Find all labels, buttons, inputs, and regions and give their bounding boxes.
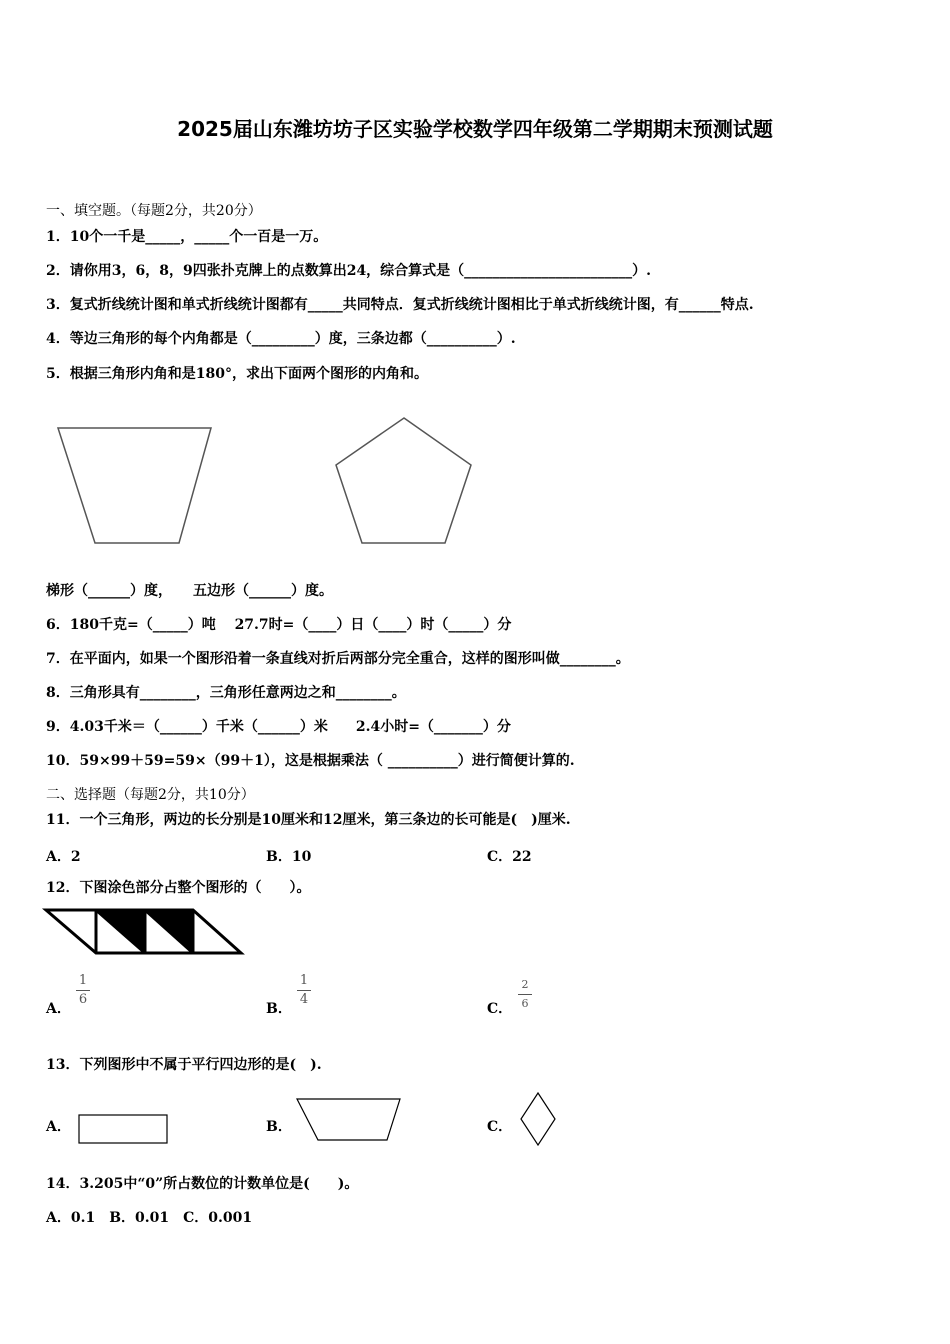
question-10: 10．59×99＋59=59×（99＋1），这是根据乘法（ __________）进行简便计算的. — [46, 753, 575, 769]
q11-option-a: A．2 — [46, 849, 81, 865]
fraction-denominator: 6 — [521, 997, 529, 1010]
q13-option-c: C． — [487, 1119, 513, 1135]
fraction-denominator: 6 — [78, 992, 88, 1007]
question-7: 7．在平面内，如果一个图形沿着一条直线对折后两部分完全重合，这样的图形叫做________。 — [46, 651, 630, 667]
question-5-answer: 梯形（______）度， 五边形（______）度。 — [46, 583, 333, 599]
question-14: 14．3.205中“0”所占数位的计数单位是( )。 — [46, 1176, 359, 1192]
question-4: 4．等边三角形的每个内角都是（_________）度，三条边都（__________）. — [46, 331, 516, 347]
fraction-denominator: 4 — [299, 992, 309, 1007]
q13-option-a: A． — [46, 1119, 71, 1135]
question-13: 13．下列图形中不属于平行四边形的是( ). — [46, 1057, 322, 1073]
question-8: 8．三角形具有________，三角形任意两边之和________。 — [46, 685, 406, 701]
question-11: 11．一个三角形，两边的长分别是10厘米和12厘米，第三条边的长可能是( )厘米. — [46, 812, 571, 828]
question-5: 5．根据三角形内角和是180°，求出下面两个图形的内角和。 — [46, 366, 428, 382]
question-9: 9．4.03千米＝（______）千米（______）米 2.4小时=（_______）分 — [46, 719, 511, 735]
q11-option-c: C．22 — [487, 849, 532, 865]
fraction-numerator: 1 — [297, 972, 311, 991]
question-3: 3．复式折线统计图和单式折线统计图都有_____共同特点．复式折线统计图相比于单式折线统计图，有______特点. — [46, 297, 754, 313]
section-heading-fill-blank: 一、填空题。（每题2分，共20分） — [46, 203, 262, 219]
question-6: 6．180千克=（_____）吨 27.7时=（____）日（____）时（_____）分 — [46, 617, 512, 633]
q13-option-b: B． — [266, 1119, 292, 1135]
q14-options: A．0.1 B．0.01 C．0.001 — [46, 1210, 253, 1226]
section-heading-choice: 二、选择题（每题2分，共10分） — [46, 787, 255, 803]
q12-option-b: B． — [266, 1001, 292, 1017]
question-1: 1．10个一千是_____，_____个一百是一万。 — [46, 229, 328, 245]
q12-option-a: A． — [46, 1001, 71, 1017]
fraction-numerator: 1 — [76, 972, 90, 991]
question-2: 2．请你用3，6，8，9四张扑克牌上的点数算出24，综合算式是（________________________）. — [46, 263, 652, 279]
fraction-numerator: 2 — [518, 976, 532, 995]
page-title: 2025届山东潍坊坊子区实验学校数学四年级第二学期期末预测试题 — [177, 117, 773, 141]
q11-option-b: B．10 — [266, 849, 312, 865]
q12-option-c: C． — [487, 1001, 513, 1017]
question-12: 12．下图涂色部分占整个图形的（ ）。 — [46, 880, 311, 896]
